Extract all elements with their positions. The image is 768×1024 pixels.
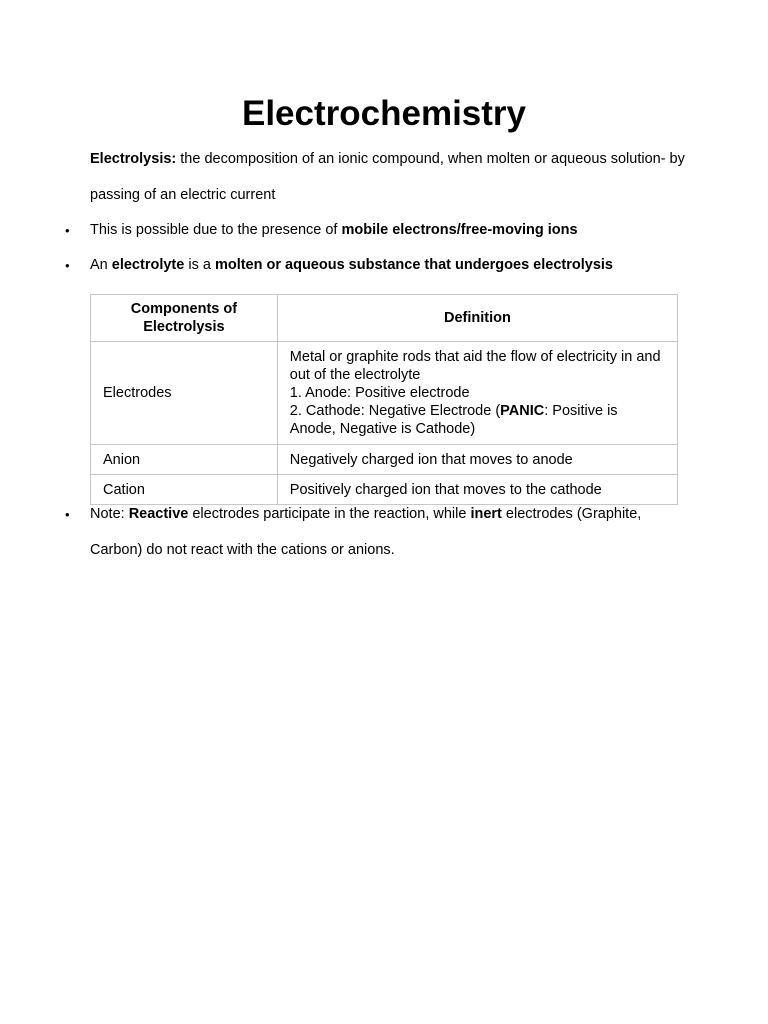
- table-cell-component: Anion: [91, 445, 278, 475]
- table-cell-component: Electrodes: [91, 342, 278, 445]
- components-table: [90, 294, 678, 505]
- bullet-text-plain: An: [90, 257, 112, 273]
- bullet-icon: •: [65, 223, 70, 238]
- definition-text-plain: : Positive is Anode, Negative is Cathode): [289, 403, 618, 437]
- table-cell-component: Cation: [91, 475, 278, 505]
- bullet-icon: •: [65, 507, 70, 522]
- bullet-text-plain: is a: [184, 257, 215, 273]
- bullet-text-plain: Note:: [90, 506, 129, 522]
- bullet-text: [90, 248, 680, 284]
- bullet-text-bold: molten or aqueous substance that undergoes electrolysis: [214, 257, 613, 273]
- bullet-text-plain: This is possible due to the presence of: [90, 222, 342, 238]
- bullet-text-plain: electrodes (Graphite, Carbon) do not react with the cations or anions.: [90, 506, 642, 558]
- intro-paragraph: [90, 142, 690, 213]
- page-title: Electrochemistry: [241, 94, 527, 133]
- definition-line: [290, 402, 665, 438]
- intro-term: Electrolysis:: [90, 151, 177, 167]
- table-cell-definition: Negatively charged ion that moves to anode: [277, 445, 677, 475]
- bullet-text: [90, 213, 680, 249]
- table-header-row: [91, 295, 678, 342]
- definition-text-bold: PANIC: [500, 403, 545, 419]
- bullet-text: [90, 497, 680, 568]
- bullet-text-bold: Reactive: [128, 506, 189, 522]
- table-header-cell: Components of Electrolysis: [91, 295, 278, 342]
- bullet-text-bold: inert: [470, 506, 502, 522]
- table-row: [91, 445, 678, 475]
- definition-text-plain: 2. Cathode: Negative Electrode (: [289, 403, 501, 419]
- bullet-text-plain: electrodes participate in the reaction, while: [188, 506, 471, 522]
- definition-line: Metal or graphite rods that aid the flow of electricity in and out of the electrolyte: [289, 349, 661, 383]
- table-cell-definition: Positively charged ion that moves to the cathode: [277, 475, 677, 505]
- table-row: [91, 342, 678, 445]
- definition-line: 1. Anode: Positive electrode: [289, 385, 470, 401]
- bullet-text-bold: mobile electrons/free-moving ions: [341, 222, 578, 238]
- table-cell-definition: [277, 342, 677, 445]
- table-header-cell: Definition: [277, 295, 677, 342]
- intro-definition: the decomposition of an ionic compound, when molten or aqueous solution- by passing of an electric current: [90, 151, 685, 203]
- bullet-text-bold: electrolyte: [111, 257, 185, 273]
- bullet-icon: •: [65, 258, 70, 273]
